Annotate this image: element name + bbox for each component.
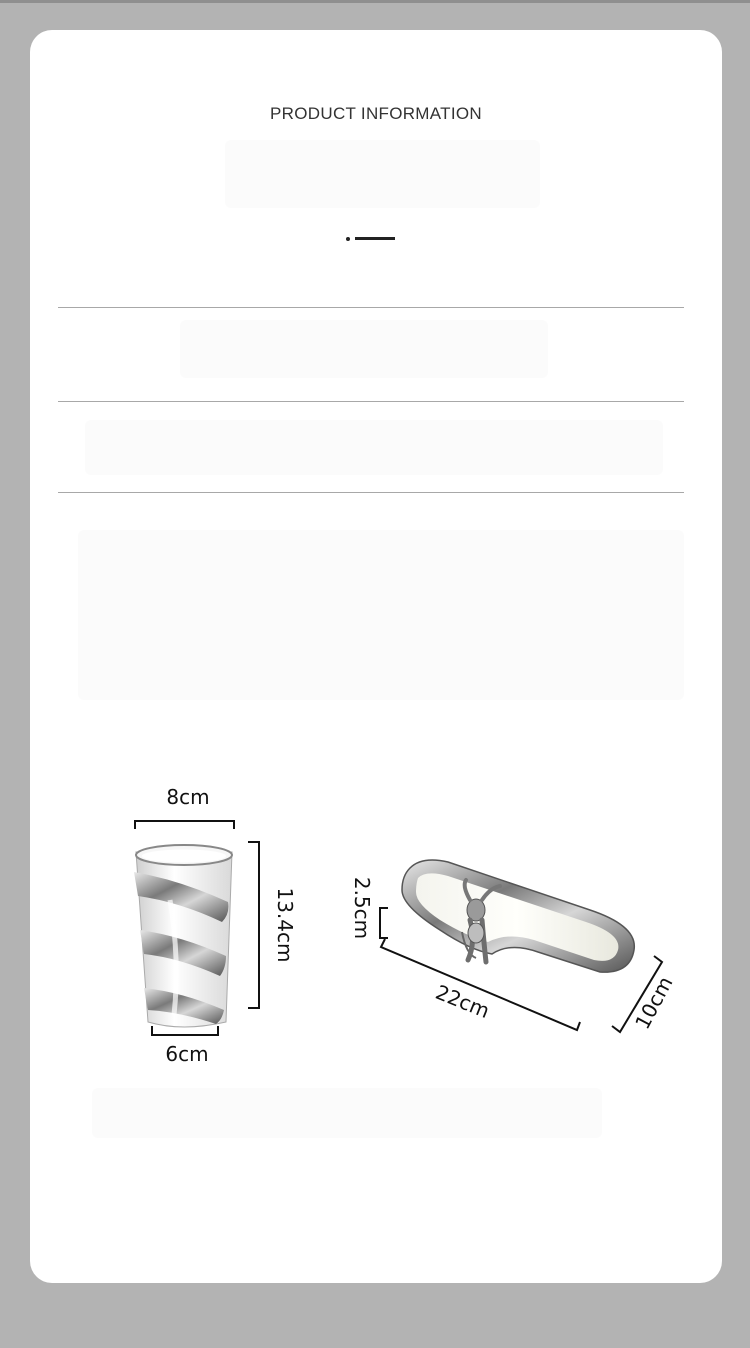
faded-caption-block [92, 1088, 602, 1138]
cup-height-label: 13.4cm [273, 887, 297, 963]
top-edge-line [0, 0, 750, 3]
cup-illustration [134, 845, 232, 1027]
section-heading: PRODUCT INFORMATION [270, 104, 482, 123]
tray-width-label: 10cm [630, 972, 678, 1034]
cup-top-width-label: 8cm [166, 785, 210, 809]
product-info-card [30, 30, 722, 1283]
tray-length-label: 22cm [432, 979, 494, 1024]
cup-base-width-label: 6cm [165, 1042, 209, 1066]
tray-illustration [402, 860, 634, 972]
tray-depth-bracket [380, 908, 388, 938]
tray-depth-label: 2.5cm [350, 876, 374, 940]
cup-height-bracket [248, 842, 259, 1008]
cup-top-width-bracket [135, 821, 234, 829]
